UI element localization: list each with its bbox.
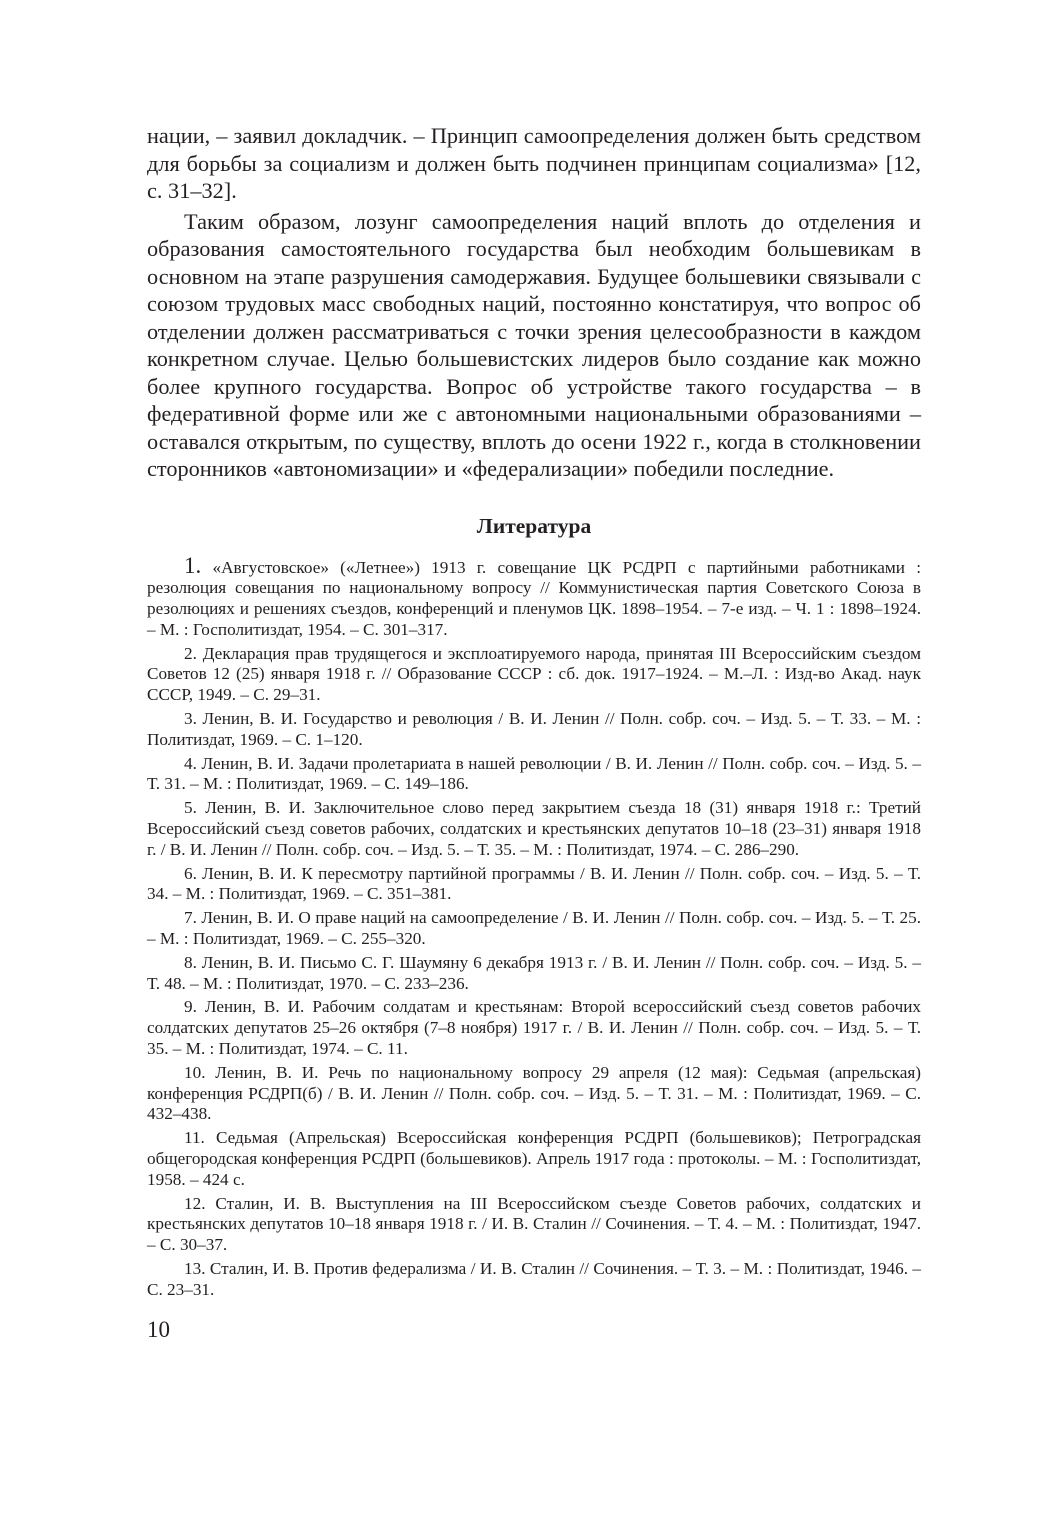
reference-number: 4. [184,753,197,773]
reference-item [147,709,921,751]
reference-item [147,552,922,641]
reference-number: 13. [184,1259,206,1278]
page-number: 10 [147,1317,170,1342]
reference-text: «Августовское» («Летнее») 1913 г. совещание ЦК РСДРП с партийными работниками : резолюция совещания по национальному вопросу // Коммунистическая партия Советского Союза в резолюциях и решениях съездов, конференций и пленумов ЦК. 1898–1954. – 7-е изд. – Ч. 1 : 1898–1924. – М. : Госполитиздат, 1954. – С. 301–317. [147,557,922,639]
reference-item [147,953,921,995]
page-content [147,122,921,1304]
reference-item [147,997,921,1059]
references-list [147,552,922,1301]
reference-text: Ленин, В. И. Заключительное слово перед закрытием съезда 18 (31) января 1918 г.: Третий Всероссийский съезд советов рабочих, солдатских и крестьянских депутатов 10–18 (23–31) января 1918 г. / В. И. Ленин // Полн. собр. соч. – Изд. 5. – Т. 35. – М. : Политиздат, 1974. – С. 286–290. [147,798,922,859]
paragraph-continuation: нации, – заявил докладчик. – Принцип самоопределения должен быть средством для борьбы за социализм и должен быть подчинен принципам социализма» [12, с. 31–32]. [147,123,921,203]
reference-text: Седьмая (Апрельская) Всероссийская конференция РСДРП (большевиков); Петроградская общегородская конференция РСДРП (большевиков). Апрель 1917 года : протоколы. – М. : Госполитиздат, 1958. – 424 с. [147,1128,922,1189]
reference-text: Ленин, В. И. Задачи пролетариата в нашей революции / В. И. Ленин // Полн. собр. соч. – Изд. 5. – Т. 31. – М. : Политиздат, 1969. – С. 149–186. [147,753,921,794]
paragraph-conclusion: Таким образом, лозунг самоопределения наций вплоть до отделения и образования самостоятельного государства был необходим большевикам в основном на этапе разрушения самодержавия. Будущее большевики связывали с союзом трудовых масс свободных наций, постоянно констатируя, что вопрос об отделении должен рассматриваться с точки зрения целесообразности в каждом конкретном случае. Целью большевистских лидеров было создание как можно более крупного государства. Вопрос об устройстве такого государства – в федеративной форме или же с автономными национальными образованиями – оставался открытым, по существу, вплоть до осени 1922 г., когда в столкновении сторонников «автономизации» и «федерализации» победили последние. [147,208,921,481]
reference-text: Ленин, В. И. Рабочим солдатам и крестьянам: Второй всероссийский съезд советов рабочих солдатских депутатов 25–26 октября (7–8 ноября) 1917 г. / В. И. Ленин // Полн. собр. соч. – Изд. 5. – Т. 35. – М. : Политиздат, 1974. – С. 11. [147,997,922,1059]
reference-number: 8. [184,952,197,972]
reference-number: 2. [184,643,197,663]
reference-item [147,1194,921,1256]
reference-text: Сталин, И. В. Выступления на III Всероссийском съезде Советов рабочих, солдатских и крестьянских депутатов 10–18 января 1918 г. / И. В. Сталин // Сочинения. – Т. 4. – М. : Политиздат, 1947. – С. 30–37. [147,1193,922,1255]
reference-number: 10. [184,1062,206,1082]
reference-text: Сталин, И. В. Против федерализма / И. В. Сталин // Сочинения. – Т. 3. – М. : Политиздат, 1946. – С. 23–31. [147,1259,922,1299]
reference-number: 3. [184,709,197,729]
reference-number: 6. [184,863,197,883]
reference-text: Ленин, В. И. К пересмотру партийной программы / В. И. Ленин // Полн. собр. соч. – Изд. 5. – Т. 34. – М. : Политиздат, 1969. – С. 351–381. [147,863,921,904]
reference-text: Ленин, В. И. Речь по национальному вопросу 29 апреля (12 мая): Седьмая (апрельская) конференция РСДРП(б) / В. И. Ленин // Полн. собр. соч. – Изд. 5. – Т. 31. – М. : Политиздат, 1969. – С. 432–438. [147,1062,921,1124]
reference-item [147,908,921,950]
reference-text: Декларация прав трудящегося и эксплоатируемого народа, принятая III Всероссийским съездом Советов 12 (25) января 1918 г. // Образование СССР : сб. док. 1917–1924. – М.–Л. : Изд-во Акад. наук СССР, 1949. – С. 29–31. [147,643,921,705]
reference-item [147,1063,921,1125]
reference-item [147,1259,921,1301]
reference-item [147,1128,921,1190]
reference-item [147,864,921,906]
reference-number: 5. [184,798,197,818]
reference-number: 7. [184,908,197,928]
reference-number: 11. [184,1128,205,1148]
reference-text: Ленин, В. И. Государство и революция / В. И. Ленин // Полн. собр. соч. – Изд. 5. – Т. 33. – М. : Политиздат, 1969. – С. 1–120. [147,709,922,749]
reference-item [147,754,921,796]
reference-item [147,798,921,860]
reference-text: Ленин, В. И. О праве наций на самоопределение / В. И. Ленин // Полн. собр. соч. – Изд. 5. – Т. 25. – М. : Политиздат, 1969. – С. 255–320. [147,908,921,949]
reference-text: Ленин, В. И. Письмо С. Г. Шаумяну 6 декабря 1913 г. / В. И. Ленин // Полн. собр. соч. – Изд. 5. – Т. 48. – М. : Политиздат, 1970. – С. 233–236. [147,952,922,993]
reference-item [147,644,921,706]
reference-number: 1. [184,552,202,578]
reference-number: 9. [184,997,197,1017]
references-heading: Литература [476,513,592,538]
reference-number: 12. [184,1193,206,1213]
